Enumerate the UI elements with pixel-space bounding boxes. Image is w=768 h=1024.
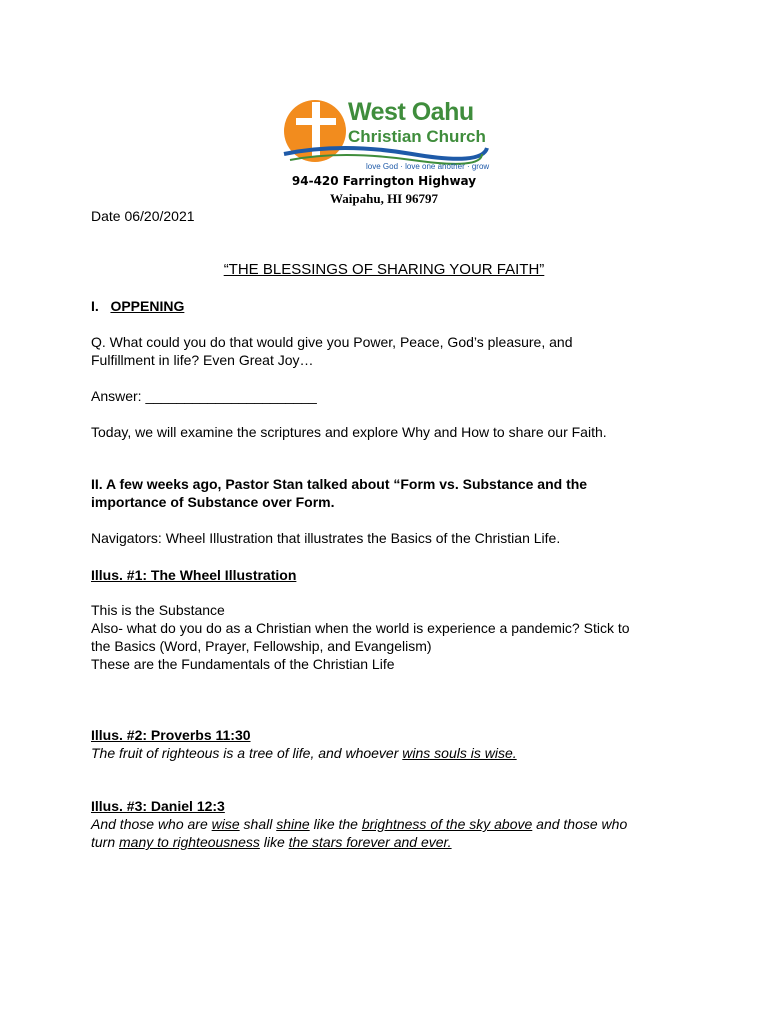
- today-text: Today, we will examine the scriptures and explore Why and How to share our Faith.: [91, 424, 607, 440]
- illus3-verse-line1: [91, 815, 627, 833]
- question-line2: Fulfillment in life? Even Great Joy…: [91, 352, 314, 368]
- navigators-text: Navigators: Wheel Illustration that illustrates the Basics of the Christian Life.: [91, 530, 561, 546]
- illus1-heading: Illus. #1: The Wheel Illustration: [91, 567, 297, 583]
- illus1-line2: Also- what do you do as a Christian when the world is experience a pandemic? Stick to: [91, 620, 630, 636]
- logo-tagline: love God · love one another · grow: [366, 162, 490, 171]
- illus2-verse: [91, 744, 517, 762]
- illus3-heading: Illus. #3: Daniel 12:3: [91, 798, 225, 814]
- verse-underlined: wise: [211, 816, 240, 832]
- answer-blank: Answer: ______________________: [91, 388, 317, 404]
- illus2-text: The fruit of righteous is a tree of life, and whoever: [91, 745, 403, 761]
- verse-text: like: [259, 834, 289, 850]
- verse-text: and those who: [532, 816, 628, 832]
- verse-underlined: the stars forever and ever.: [288, 834, 452, 850]
- section1-heading: [91, 297, 184, 315]
- illus2-heading: Illus. #2: Proverbs 11:30: [91, 727, 251, 743]
- section2-line1: II. A few weeks ago, Pastor Stan talked about “Form vs. Substance and the: [91, 476, 588, 492]
- illus1-line4: These are the Fundamentals of the Christian Life: [91, 656, 395, 672]
- logo-name-line2: Christian Church: [348, 127, 486, 146]
- illus1-line3: the Basics (Word, Prayer, Fellowship, and Evangelism): [91, 638, 432, 654]
- verse-text: like the: [309, 816, 362, 832]
- verse-text: turn: [91, 834, 120, 850]
- address-city: Waipahu, HI 96797: [329, 191, 438, 206]
- verse-text: And those who are: [91, 816, 212, 832]
- document-date: Date 06/20/2021: [91, 208, 195, 224]
- question-line1: Q. What could you do that would give you Power, Peace, God’s pleasure, and: [91, 334, 573, 350]
- illus1-line1: This is the Substance: [91, 602, 225, 618]
- illus3-verse-line2: [91, 833, 452, 851]
- church-logo: [282, 96, 492, 176]
- verse-underlined: brightness of the sky above: [361, 816, 533, 832]
- sermon-title: “THE BLESSINGS OF SHARING YOUR FAITH”: [223, 261, 545, 278]
- section2-line2: importance of Substance over Form.: [91, 494, 335, 510]
- verse-underlined: shine: [276, 816, 310, 832]
- address-street: 94-420 Farrington Highway: [291, 174, 477, 188]
- section1-numeral: I.: [91, 298, 99, 314]
- verse-text: shall: [239, 816, 277, 832]
- section1-title: OPPENING: [110, 298, 185, 314]
- verse-underlined: many to righteousness: [119, 834, 260, 850]
- illus2-underlined: wins souls is wise.: [402, 745, 517, 761]
- logo-name-line1: West Oahu: [348, 98, 474, 126]
